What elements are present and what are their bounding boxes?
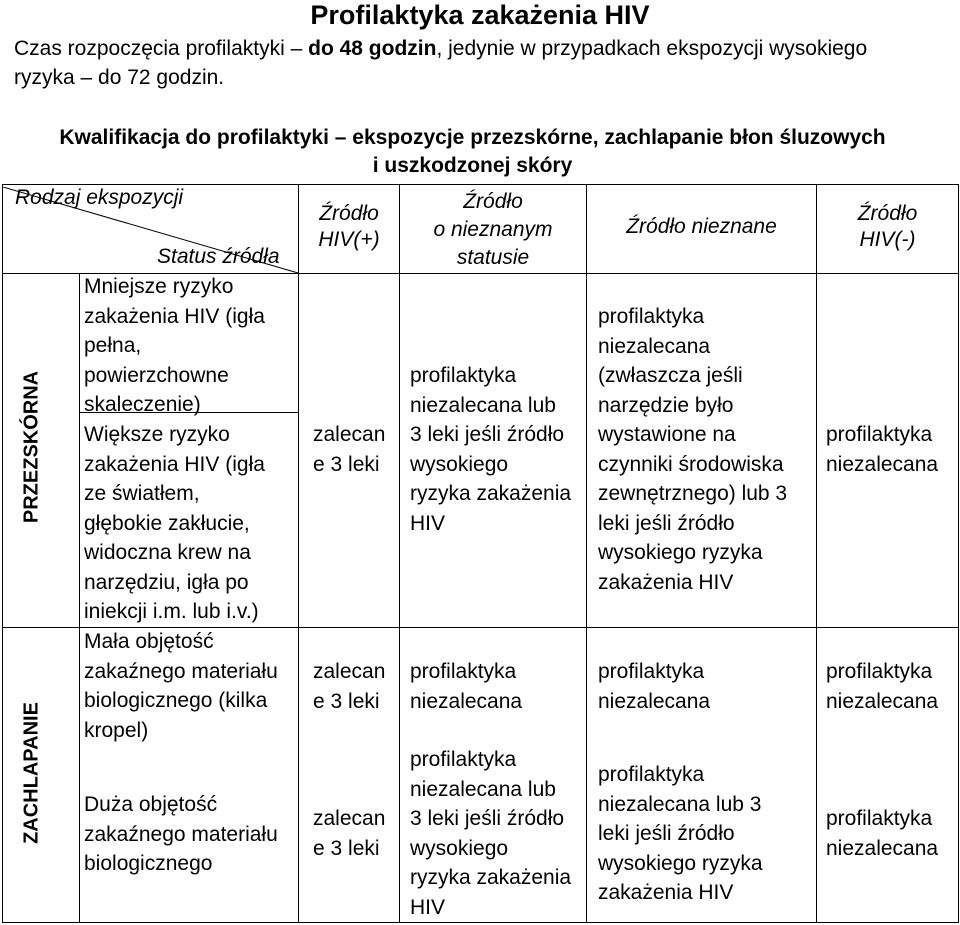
- cell-line: zalecan: [313, 660, 386, 683]
- cell-przezskorna-unknown-status: [410, 361, 571, 538]
- cell-line: e 3 leki: [313, 452, 380, 476]
- cell-line: niezalecana: [598, 334, 711, 358]
- cell-line: ryzyka zakażenia: [410, 482, 572, 505]
- cell-duza-hiv-neg: [826, 804, 938, 863]
- row2-line5: widoczna krew na: [84, 541, 251, 564]
- cell-line: wystawione na: [598, 423, 736, 446]
- cell-mala-hiv-neg: [826, 657, 938, 716]
- cell-line: profilaktyka: [410, 748, 517, 771]
- header-hiv-positive-l1: Źródło: [319, 202, 379, 225]
- header-hiv-positive: [299, 201, 399, 253]
- cell-line: narzędzie było: [598, 393, 734, 417]
- cell-line: profilaktyka: [598, 660, 705, 683]
- column-divider-4: [816, 184, 817, 923]
- cell-line: niezalecana: [410, 689, 523, 713]
- cell-line: niezalecana lub: [410, 777, 556, 801]
- row1-line3: pełna,: [84, 334, 142, 357]
- cell-line: (zwłaszcza jeśli: [598, 364, 743, 387]
- cell-line: HIV: [410, 511, 446, 535]
- header-hiv-negative: [817, 201, 958, 253]
- intro-text: [14, 34, 944, 92]
- row1-line1: Mniejsze ryzyko: [84, 275, 234, 298]
- cell-line: zalecan: [313, 423, 386, 446]
- page-title: Profilaktyka zakażenia HIV: [310, 0, 650, 30]
- row-label-smaller-risk: [84, 272, 296, 420]
- table-border-right: [958, 184, 959, 923]
- cell-line: 3 leki jeśli źródło: [410, 423, 565, 446]
- cell-line: HIV: [410, 895, 446, 919]
- header-unknown-source-l1: Źródło nieznane: [626, 215, 777, 238]
- row-label-small-volume: [84, 627, 296, 745]
- cell-line: wysokiego: [410, 836, 509, 860]
- cell-line: niezalecana: [826, 452, 939, 476]
- table-caption-line2: i uszkodzonej skóry: [372, 154, 573, 177]
- cell-duza-hiv-pos: [313, 804, 385, 863]
- row2-line4: głębokie zakłucie,: [84, 511, 250, 535]
- cell-line: profilaktyka: [410, 660, 517, 683]
- cell-line: niezalecana: [826, 836, 939, 860]
- header-hiv-negative-l2: HIV(-): [859, 228, 916, 251]
- cell-line: leki jeśli źródło: [598, 511, 735, 535]
- cell-line: profilaktyka: [826, 807, 933, 830]
- row3-line1: Mała objętość: [84, 630, 214, 653]
- header-unknown-status-l1: Źródło: [463, 190, 523, 213]
- row2-line7: iniekcji i.m. lub i.v.): [84, 600, 259, 623]
- column-divider-2: [399, 184, 400, 923]
- cell-line: profilaktyka: [598, 763, 705, 786]
- header-unknown-source: [587, 214, 816, 240]
- row2-line6: narzędziu, igła po: [84, 570, 249, 594]
- row-label-greater-risk: [84, 420, 296, 627]
- row2-line2: zakażenia HIV (igła: [84, 452, 265, 476]
- cell-line: niezalecana: [826, 689, 939, 713]
- row3-line4: kropel): [84, 718, 149, 742]
- column-divider-1: [298, 184, 299, 923]
- cell-line: zalecan: [313, 807, 386, 830]
- table-border-left: [2, 184, 3, 923]
- cell-przezskorna-hiv-neg: [826, 420, 938, 479]
- cell-przezskorna-unknown-source: [598, 302, 787, 597]
- row1-line2: zakażenia HIV (igła: [84, 304, 265, 328]
- row4-line2: zakaźnego materiału: [84, 822, 278, 846]
- intro-line1-pre: Czas rozpoczęcia profilaktyki –: [14, 37, 309, 60]
- group-label-zachlapanie: ZACHLAPANIE: [20, 702, 43, 844]
- row2-line1: Większe ryzyko: [84, 423, 230, 446]
- cell-line: wysokiego ryzyka: [598, 851, 763, 875]
- cell-line: zewnętrznego) lub 3: [598, 482, 788, 505]
- header-hiv-positive-l2: HIV(+): [318, 228, 380, 251]
- cell-line: wysokiego ryzyka: [598, 541, 763, 564]
- cell-line: ryzyka zakażenia: [410, 866, 572, 889]
- corner-label-source-status: Status źródła: [157, 245, 280, 268]
- cell-line: wysokiego: [410, 452, 509, 476]
- intro-line2: ryzyka – do 72 godzin.: [14, 66, 225, 89]
- row1-line5: skaleczenie): [84, 393, 201, 416]
- table-caption-line1: Kwalifikacja do profilaktyki – ekspozycje przezskórne, zachlapanie błon śluzowych: [59, 126, 886, 149]
- cell-line: profilaktyka: [826, 660, 933, 683]
- cell-mala-unknown-source: [598, 657, 710, 716]
- intro-line1-post: , jedynie w przypadkach ekspozycji wysokiego: [436, 37, 868, 60]
- cell-line: e 3 leki: [313, 689, 380, 713]
- cell-line: leki jeśli źródło: [598, 822, 735, 845]
- cell-przezskorna-hiv-pos: [313, 420, 385, 479]
- row4-line1: Duża objętość: [84, 793, 218, 816]
- cell-line: niezalecana lub: [410, 393, 556, 417]
- row2-line3: ze światłem,: [84, 482, 200, 505]
- cell-line: zakażenia HIV: [598, 881, 734, 904]
- row4-line3: biologicznego: [84, 852, 213, 875]
- row3-line2: zakaźnego materiału: [84, 659, 278, 683]
- cell-line: profilaktyka: [598, 305, 705, 328]
- corner-label-exposure: Rodzaj ekspozycji: [15, 186, 184, 209]
- cell-line: czynniki środowiska: [598, 452, 784, 476]
- header-unknown-status-l2: o nieznanym: [433, 218, 553, 241]
- group-column-divider: [79, 273, 80, 923]
- row1-line4: powierzchowne: [84, 363, 229, 387]
- cell-line: profilaktyka: [826, 423, 933, 446]
- header-hiv-negative-l1: Źródło: [857, 202, 918, 225]
- row-label-large-volume: [84, 790, 296, 879]
- group-label-przezskorna: PRZEZSKÓRNA: [20, 370, 43, 524]
- table-caption: [0, 124, 945, 180]
- column-divider-3: [586, 184, 587, 923]
- header-unknown-status: [400, 188, 586, 272]
- intro-line1-bold: do 48 godzin: [308, 37, 437, 60]
- cell-line: e 3 leki: [313, 836, 380, 860]
- cell-line: niezalecana: [598, 689, 711, 713]
- cell-duza-unknown-status: [410, 745, 571, 922]
- cell-mala-hiv-pos: [313, 657, 385, 716]
- row3-line3: biologicznego (kilka: [84, 689, 268, 712]
- cell-line: niezalecana lub 3: [598, 792, 762, 816]
- cell-line: zakażenia HIV: [598, 570, 734, 594]
- header-unknown-status-l3: statusie: [456, 246, 530, 269]
- cell-duza-unknown-source: [598, 760, 763, 908]
- cell-line: profilaktyka: [410, 364, 517, 387]
- cell-mala-unknown-status: [410, 657, 522, 716]
- cell-line: 3 leki jeśli źródło: [410, 807, 565, 830]
